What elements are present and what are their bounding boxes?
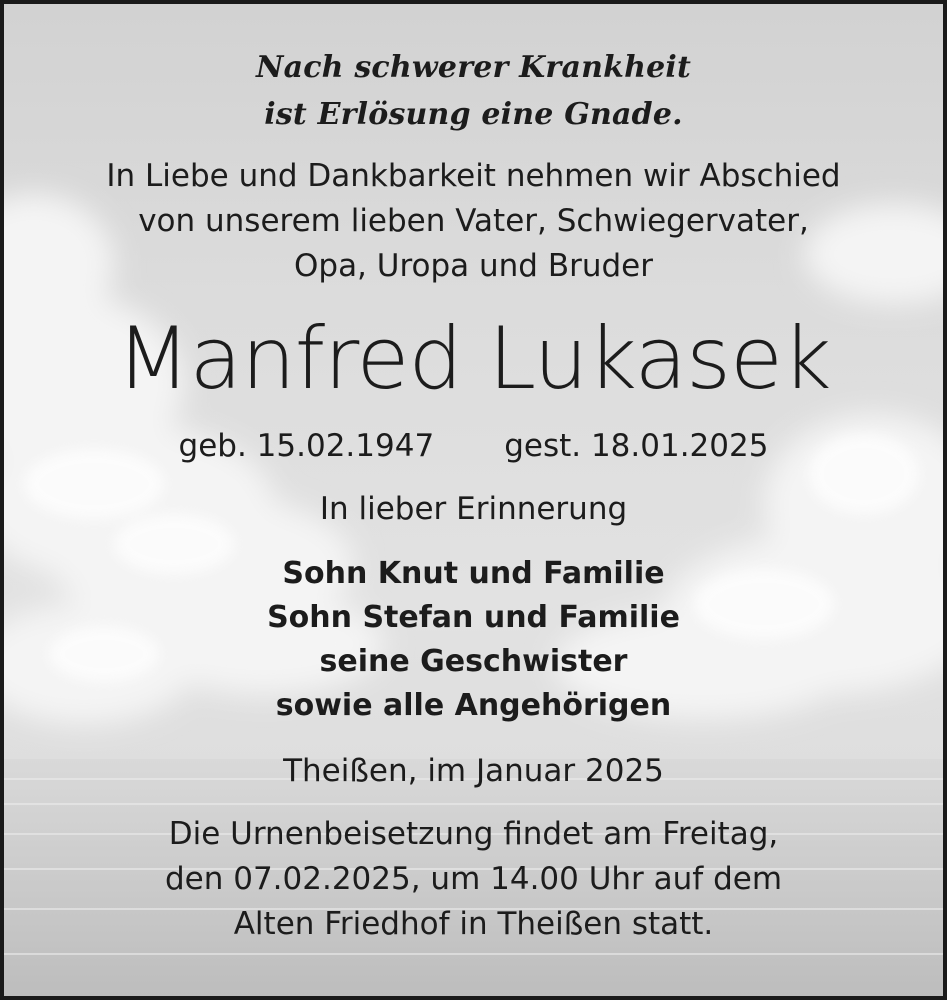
deceased-name: Manfred Lukasek: [116, 309, 831, 409]
funeral-line-2: den 07.02.2025, um 14.00 Uhr auf dem: [164, 861, 783, 897]
place-and-date: Theißen, im Januar 2025: [283, 753, 664, 789]
life-dates: [4, 428, 943, 464]
death-date: gest. 18.01.2025: [504, 428, 769, 464]
intro-line-3: Opa, Uropa und Bruder: [293, 248, 653, 284]
intro-line-2: von unserem lieben Vater, Schwiegervater,: [138, 203, 809, 239]
remembrance-text: In lieber Erinnerung: [319, 491, 628, 527]
funeral-line-1: Die Urnenbeisetzung findet am Freitag,: [168, 816, 779, 852]
intro-line-1: In Liebe und Dankbarkeit nehmen wir Abschied: [106, 158, 841, 194]
birth-date: geb. 15.02.1947: [178, 428, 435, 464]
motto-line-2: ist Erlösung eine Gnade.: [264, 97, 683, 132]
mourner-3: seine Geschwister: [319, 644, 628, 679]
motto-line-1: Nach schwerer Krankheit: [255, 50, 692, 85]
mourner-1: Sohn Knut und Familie: [282, 556, 665, 591]
obituary-text: [4, 4, 943, 996]
mourner-2: Sohn Stefan und Familie: [267, 600, 680, 635]
funeral-line-3: Alten Friedhof in Theißen statt.: [233, 906, 714, 942]
mourner-4: sowie alle Angehörigen: [275, 688, 672, 723]
